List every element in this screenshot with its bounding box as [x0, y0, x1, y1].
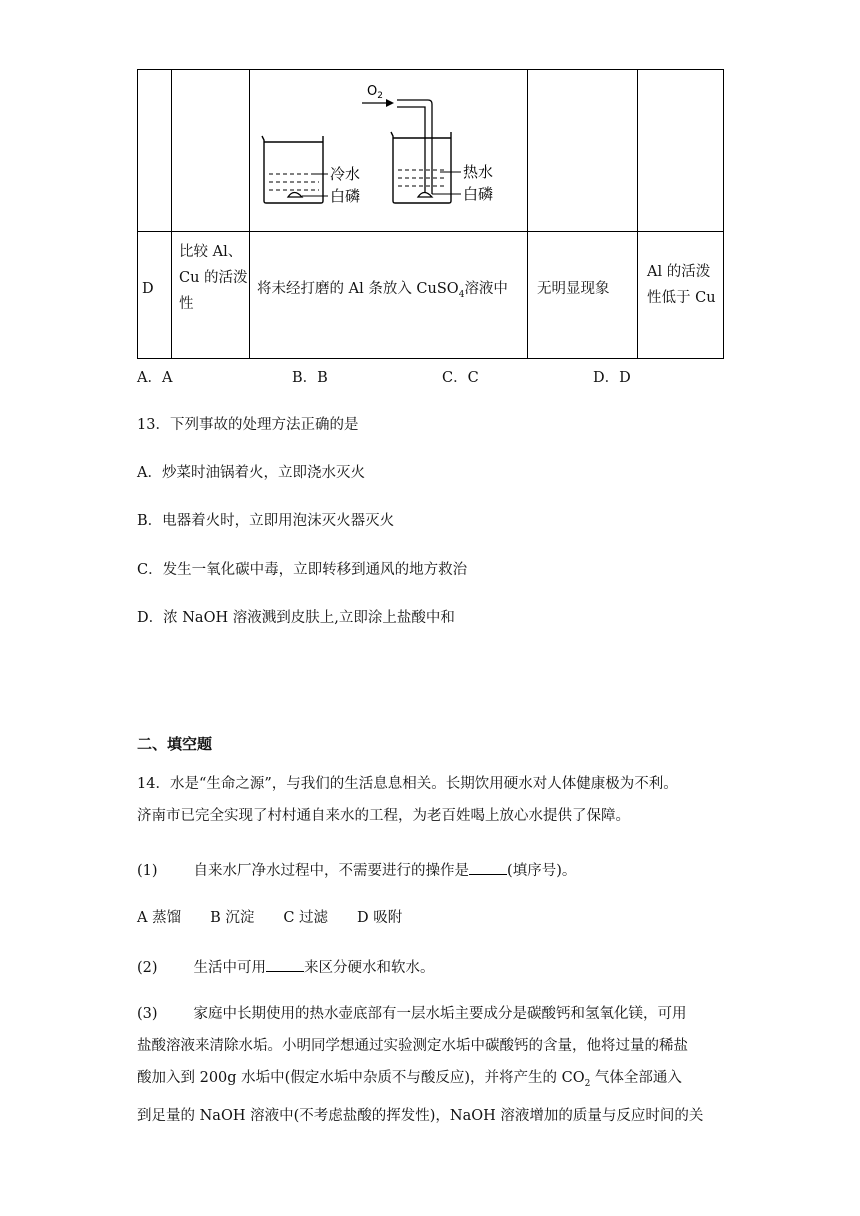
q14-part1: (1) 自来水厂净水过程中，不需要进行的操作是 (填序号)。 [137, 860, 576, 881]
table-col-divider [171, 69, 172, 359]
cold-water-dashes [269, 174, 319, 190]
table-border-bottom [137, 358, 724, 359]
option-d[interactable]: D．D [593, 370, 631, 386]
q14-part1-choices: A 蒸馏 B 沉淀 C 过滤 D 吸附 [137, 910, 403, 926]
row-letter: D [142, 281, 154, 297]
q14-part3: (3) 家庭中长期使用的热水壶底部有一层水垢主要成分是碳酸钙和氢氧化镁，可用 盐酸溶液来清除水垢。小明同学想通过实验测定水垢中碳酸钙的含量，他将过量的稀盐 酸加入到 200g 水垢中(假定水垢中杂质不与酸反应)，并将产生的 $CO_2$ 气体全部通入 到足量的 NaOH 溶液中(不考虑盐酸的挥发性)，NaOH 溶液增加的质量与反应时间的关 [137, 1006, 704, 1124]
white-phosphorus-lump-left [288, 193, 302, 198]
table-col-divider [637, 69, 638, 359]
row-purpose: 比较 Al、 Cu 的活泼 性 [179, 244, 248, 312]
q13-option-d[interactable]: D．浓 NaOH 溶液溅到皮肤上,立即涂上盐酸中和 [137, 610, 455, 626]
hot-water-beaker [391, 132, 451, 203]
q14-part2: (2) 生活中可用 来区分硬水和软水。 [137, 957, 435, 978]
option-a[interactable]: A．A [137, 370, 173, 386]
experiment-table [137, 69, 724, 359]
phosphorus-combustion-diagram [250, 70, 527, 231]
white-phosphorus-lump-right [418, 193, 432, 198]
answer-blank[interactable] [266, 957, 304, 972]
q13-option-b[interactable]: B．电器着火时，立即用泡沫灭火器灭火 [137, 513, 395, 529]
option-c[interactable]: C．C [442, 370, 479, 386]
table-row-divider [137, 231, 724, 232]
row-operation: 将未经打磨的 Al 条放入 CuSO$_4$溶液中 [257, 281, 508, 300]
row-phenomenon: 无明显现象 [537, 281, 610, 297]
cold-water-label: 冷水 [330, 165, 361, 183]
oxygen-label: $O_2$ [367, 84, 383, 101]
oxygen-arrowhead-icon [386, 99, 394, 107]
table-col-divider [527, 69, 528, 359]
row-conclusion: Al 的活泼 性低于 Cu [647, 264, 716, 306]
table-border-right [723, 69, 724, 359]
white-phosphorus-label-right: 白磷 [463, 185, 494, 203]
oxygen-tube [397, 100, 432, 194]
q13-option-c[interactable]: C．发生一氧化碳中毒，立即转移到通风的地方救治 [137, 562, 468, 578]
hot-water-dashes [398, 170, 447, 186]
section-title: 二、填空题 [137, 735, 213, 753]
q13-stem: 13．下列事故的处理方法正确的是 [137, 417, 359, 433]
hot-water-label: 热水 [463, 163, 494, 181]
answer-blank[interactable] [469, 860, 507, 875]
table-border-left [137, 69, 138, 359]
option-b[interactable]: B．B [292, 370, 328, 386]
q13-option-a[interactable]: A．炒菜时油锅着火，立即浇水灭火 [137, 465, 365, 481]
white-phosphorus-label-left: 白磷 [330, 187, 361, 205]
q14-stem: 14．水是“生命之源”，与我们的生活息息相关。长期饮用硬水对人体健康极为不利。 济南市已完全实现了村村通自来水的工程，为老百姓喝上放心水提供了保障。 [137, 776, 678, 824]
